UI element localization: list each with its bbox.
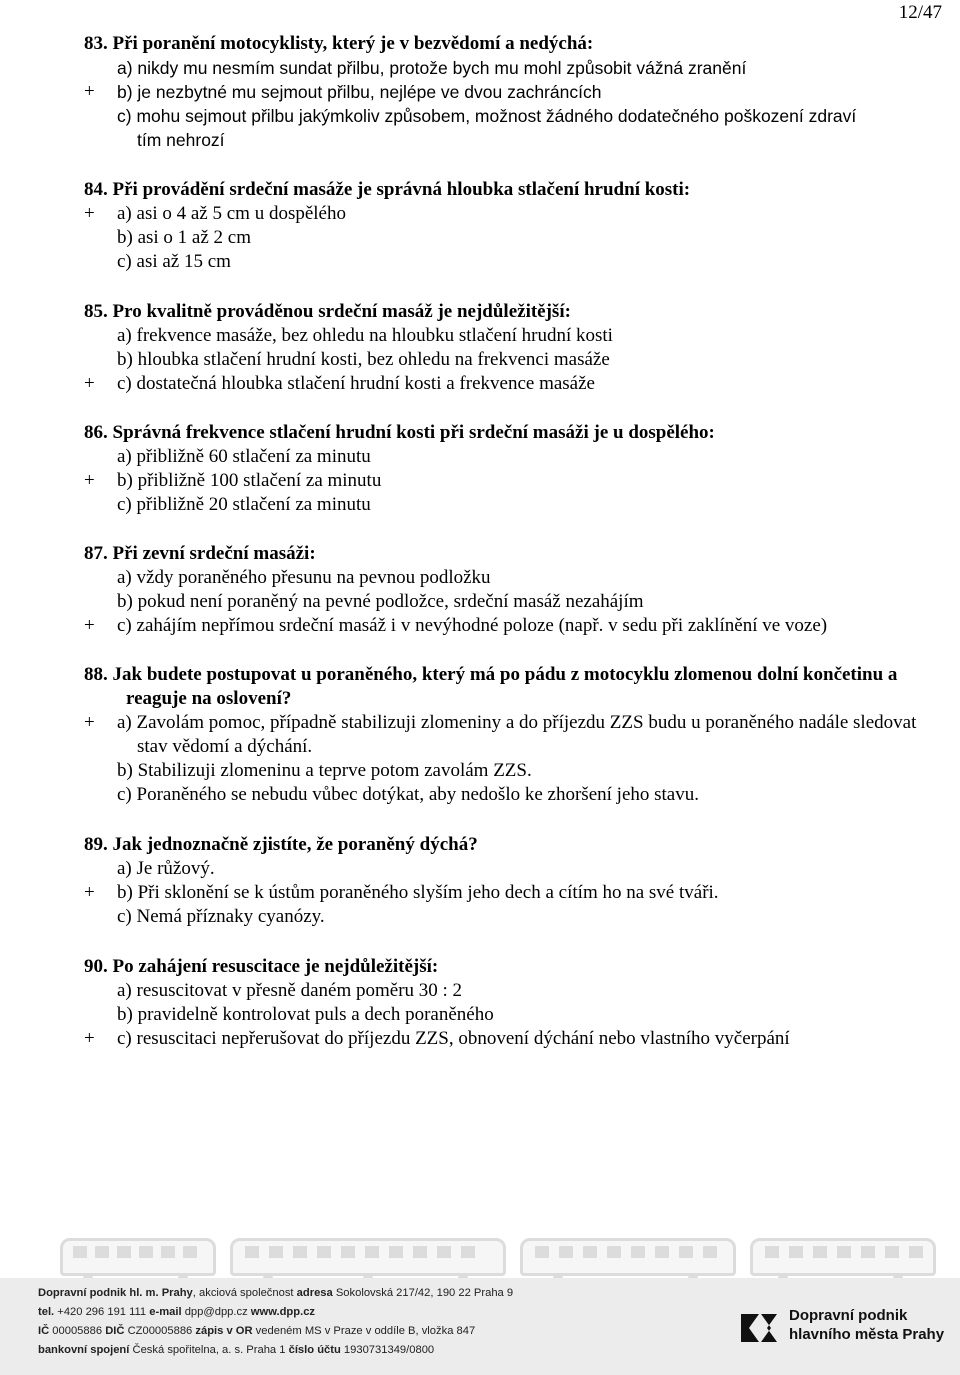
- question-number: 90.: [84, 956, 108, 977]
- answer-text: c) resuscitaci nepřerušovat do příjezdu ZZS, obnovení dýchání nebo vlastního vyčerpání: [117, 1028, 790, 1049]
- company-details: [38, 1284, 513, 1360]
- question-title: [84, 663, 926, 711]
- answer-option: [84, 493, 944, 517]
- question-number: 88.: [84, 664, 108, 685]
- question-88: [84, 663, 944, 807]
- company-registration-line: IČ 00005886 DIČ CZ00005886 zápis v OR vedeném MS v Praze v oddíle B, vložka 847: [38, 1325, 476, 1337]
- answer-option: [84, 979, 944, 1003]
- answer-option: [84, 1003, 944, 1027]
- answer-option: [84, 80, 944, 104]
- answer-text: a) nikdy mu nesmím sundat přilbu, protože bych mu mohl způsobit vážná zranění: [117, 58, 747, 78]
- company-contact-line: tel. +420 296 191 111 e-mail dpp@dpp.cz www.dpp.cz: [38, 1306, 316, 1318]
- question-86: [84, 421, 944, 517]
- answer-text: a) přibližně 60 stlačení za minutu: [117, 446, 371, 467]
- question-number: 87.: [84, 543, 108, 564]
- correct-mark: +: [84, 615, 95, 636]
- answer-text: c) mohu sejmout přilbu jakýmkoliv způsobem, možnost žádného dodatečného poškození zdraví tím nehrozí: [117, 106, 857, 150]
- answer-option: [84, 202, 944, 226]
- answer-option: [84, 324, 944, 348]
- answer-text: b) Při sklonění se k ústům poraněného slyším jeho dech a cítím ho na své tváři.: [117, 882, 719, 903]
- question-text: Při provádění srdeční masáže je správná hloubka stlačení hrudní kosti:: [112, 179, 691, 200]
- answer-text: a) vždy poraněného přesunu na pevnou podložku: [117, 567, 491, 588]
- question-90: [84, 955, 944, 1051]
- answer-option: [84, 445, 944, 469]
- question-number: 89.: [84, 834, 108, 855]
- correct-mark: +: [84, 373, 95, 394]
- answer-text: b) Stabilizuji zlomeninu a teprve potom zavolám ZZS.: [117, 760, 532, 781]
- question-83: [84, 32, 944, 152]
- question-number: 83.: [84, 33, 108, 54]
- answer-text: b) pravidelně kontrolovat puls a dech poraněného: [117, 1004, 494, 1025]
- question-text: Jak budete postupovat u poraněného, který má po pádu z motocyklu zlomenou dolní končetinu a reaguje na oslovení?: [112, 664, 898, 709]
- question-text: Při zevní srdeční masáži:: [112, 543, 316, 564]
- answer-option: [84, 348, 944, 372]
- question-title: [84, 955, 944, 979]
- correct-mark: +: [84, 882, 95, 903]
- answer-text: c) zahájím nepřímou srdeční masáž i v nevýhodné poloze (např. v sedu při zaklínění ve voze): [117, 615, 828, 636]
- answer-option: [84, 881, 944, 905]
- dpp-logo-icon: [737, 1306, 781, 1350]
- answer-option: [84, 104, 877, 152]
- correct-mark: +: [84, 1028, 95, 1049]
- answer-text: c) asi až 15 cm: [117, 251, 231, 272]
- answer-text: a) asi o 4 až 5 cm u dospělého: [117, 203, 346, 224]
- tram-icon: [750, 1238, 936, 1276]
- answer-text: b) pokud není poraněný na pevné podložce, srdeční masáž nezahájím: [117, 591, 644, 612]
- answer-text: a) resuscitovat v přesně daném poměru 30 : 2: [117, 980, 463, 1001]
- tram-illustration: [60, 1230, 940, 1278]
- answer-text: b) asi o 1 až 2 cm: [117, 227, 252, 248]
- correct-mark: +: [84, 470, 95, 491]
- question-87: [84, 542, 944, 638]
- answer-text: b) přibližně 100 stlačení za minutu: [117, 470, 382, 491]
- tram-icon: [60, 1238, 216, 1276]
- question-title: [84, 421, 944, 445]
- correct-mark: +: [84, 203, 95, 224]
- question-number: 84.: [84, 179, 108, 200]
- answer-text: c) přibližně 20 stlačení za minutu: [117, 494, 371, 515]
- question-title: [84, 32, 944, 56]
- answer-option: [84, 783, 944, 807]
- answer-text: c) Poraněného se nebudu vůbec dotýkat, aby nedošlo ke zhoršení jeho stavu.: [117, 784, 699, 805]
- answer-text: c) Nemá příznaky cyanózy.: [117, 906, 325, 927]
- answer-text: a) Je růžový.: [117, 858, 215, 879]
- answer-option: [84, 857, 944, 881]
- answer-option: [84, 469, 944, 493]
- answer-option: [84, 56, 944, 80]
- dpp-logo-text: Dopravní podnik hlavního města Prahy: [789, 1307, 945, 1343]
- dpp-logo: [737, 1302, 947, 1364]
- question-84: [84, 178, 944, 274]
- question-text: Po zahájení resuscitace je nejdůležitější:: [112, 956, 439, 977]
- page-number: 12/47: [898, 2, 942, 23]
- correct-mark: +: [84, 712, 95, 733]
- answer-text: a) frekvence masáže, bez ohledu na hloubku stlačení hrudní kosti: [117, 325, 613, 346]
- question-title: [84, 178, 944, 202]
- answer-option: [84, 1027, 944, 1051]
- answer-text: b) hloubka stlačení hrudní kosti, bez ohledu na frekvenci masáže: [117, 349, 610, 370]
- question-number: 85.: [84, 301, 108, 322]
- question-85: [84, 300, 944, 396]
- answer-option: [84, 590, 944, 614]
- answer-option: [84, 905, 944, 929]
- answer-option: [84, 759, 944, 783]
- answer-option: [84, 614, 944, 638]
- answer-text: b) je nezbytné mu sejmout přilbu, nejlépe ve dvou zachráncích: [117, 82, 602, 102]
- answer-text: a) Zavolám pomoc, případně stabilizuji zlomeniny a do příjezdu ZZS budu u poraněného nadále sledovat stav vědomí a dýchání.: [117, 712, 917, 757]
- tram-icon: [520, 1238, 736, 1276]
- question-number: 86.: [84, 422, 108, 443]
- answer-option: [84, 226, 944, 250]
- question-89: [84, 833, 944, 929]
- question-title: [84, 300, 944, 324]
- company-address-line: Dopravní podnik hl. m. Prahy, akciová společnost adresa Sokolovská 217/42, 190 22 Praha 9: [38, 1287, 514, 1299]
- answer-option: [84, 372, 944, 396]
- answer-option: [84, 566, 944, 590]
- company-bank-line: bankovní spojení Česká spořitelna, a. s. Praha 1 číslo účtu 1930731349/0800: [38, 1344, 435, 1356]
- answer-option: [84, 711, 937, 759]
- correct-mark: +: [84, 81, 95, 102]
- question-title: [84, 833, 944, 857]
- question-text: Jak jednoznačně zjistíte, že poraněný dýchá?: [112, 834, 478, 855]
- question-text: Při poranění motocyklisty, který je v bezvědomí a nedýchá:: [112, 33, 594, 54]
- question-text: Správná frekvence stlačení hrudní kosti při srdeční masáži je u dospělého:: [112, 422, 715, 443]
- answer-text: c) dostatečná hloubka stlačení hrudní kosti a frekvence masáže: [117, 373, 595, 394]
- question-title: [84, 542, 944, 566]
- tram-icon: [230, 1238, 506, 1276]
- letterhead-footer: [0, 1230, 960, 1375]
- question-text: Pro kvalitně prováděnou srdeční masáž je nejdůležitější:: [112, 301, 571, 322]
- answer-option: [84, 250, 944, 274]
